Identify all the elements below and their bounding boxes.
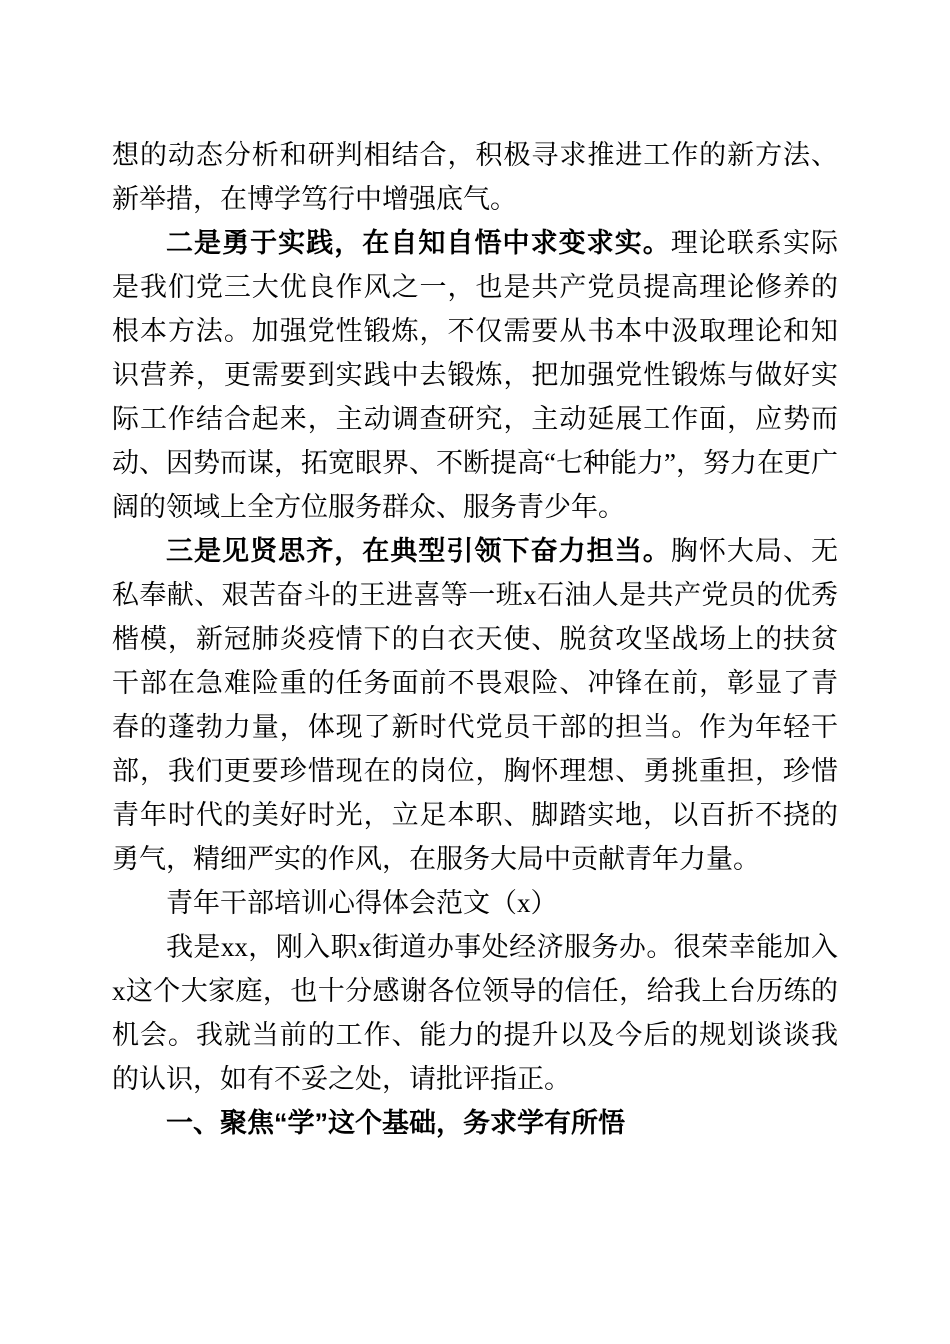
paragraph-text: 我是xx，刚入职x街道办事处经济服务办。很荣幸能加入x这个大家庭，也十分感谢各位领导的信任，给我上台历练的机会。我就当前的工作、能力的提升以及今后的规划谈谈我的认识，如有不妥之处，请批评指正。 [112, 932, 838, 1094]
paragraph-lead-bold: 二是勇于实践，在自知自悟中求变求实。 [166, 228, 671, 258]
paragraph-point-two [112, 221, 838, 529]
paragraph-text: 理论联系实际是我们党三大优良作风之一，也是共产党员提高理论修养的根本方法。加强党性锻炼，不仅需要从书本中汲取理论和知识营养，更需要到实践中去锻炼，把加强党性锻炼与做好实际工作结合起来，主动调查研究，主动延展工作面，应势而动、因势而谋，拓宽眼界、不断提高“七种能力”，努力在更广阔的领域上全方位服务群众、服务青少年。 [112, 228, 839, 522]
paragraph-lead-bold: 三是见贤思齐，在典型引领下奋力担当。 [166, 536, 671, 566]
paragraph-text: 想的动态分析和研判相结合，积极寻求推进工作的新方法、新举措，在博学笃行中增强底气。 [112, 140, 838, 214]
paragraph-continuation [112, 133, 838, 221]
paragraph-point-three [112, 529, 838, 881]
section-heading [112, 1101, 838, 1145]
paragraph-text: 青年干部培训心得体会范文（x） [166, 888, 558, 918]
heading-text: 一、聚焦“学”这个基础，务求学有所悟 [166, 1108, 625, 1138]
paragraph-introduction [112, 925, 838, 1101]
paragraph-text: 胸怀大局、无私奉献、艰苦奋斗的王进喜等一班x石油人是共产党员的优秀楷模，新冠肺炎疫情下的白衣天使、脱贫攻坚战场上的扶贫干部在急难险重的任务面前不畏艰险、冲锋在前，彰显了青春的蓬勃力量，体现了新时代党员干部的担当。作为年轻干部，我们更要珍惜现在的岗位，胸怀理想、勇挑重担，珍惜青年时代的美好时光，立足本职、脚踏实地，以百折不挠的勇气，精细严实的作风，在服务大局中贡献青年力量。 [112, 536, 839, 874]
paragraph-subtitle [112, 881, 838, 925]
